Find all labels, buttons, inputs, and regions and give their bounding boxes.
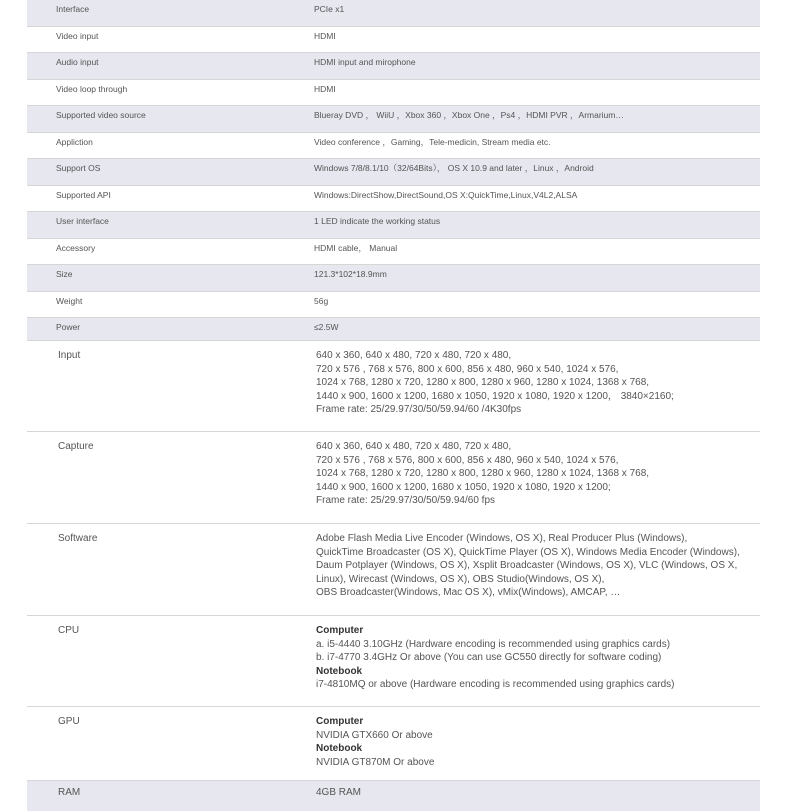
spec-row-application [27,133,760,159]
spec-value: HDMI input and mirophone [314,57,416,67]
spec-value: HDMI [314,84,336,94]
spec-row-gpu [27,707,760,781]
spec-row-supported-api [27,186,760,212]
spec-label: Software [58,533,98,544]
spec-label: Video input [56,31,99,41]
spec-label: Weight [56,296,83,306]
spec-row-power [27,318,760,341]
value-line: NVIDIA GTX660 Or above [316,729,433,741]
spec-row-supported-video-source [27,106,760,133]
value-line: a. i5-4440 3.10GHz (Hardware encoding is recommended using graphics cards) [316,638,671,650]
value-line: 1024 x 768, 1280 x 720, 1280 x 800, 1280 x 960, 1280 x 1024, 1368 x 768, [316,377,650,388]
spec-row-ram [27,781,760,811]
spec-label: Appliction [56,137,93,147]
spec-value [316,624,675,692]
value-line: 1024 x 768, 1280 x 720, 1280 x 800, 1280 x 960, 1280 x 1024, 1368 x 768, [316,468,650,479]
spec-value: Windows:DirectShow,DirectSound,OS X:QuickTime,Linux,V4L2,ALSA [314,190,578,200]
spec-row-audio-input [27,53,760,80]
spec-value [316,532,740,600]
spec-value: 121.3*102*18.9mm [314,269,387,279]
value-line: b. i7-4770 3.4GHz Or above (You can use GC550 directly for software coding) [316,652,662,663]
spec-label: Accessory [56,243,96,253]
spec-value [316,349,674,417]
spec-value: PCIe x1 [314,4,345,14]
spec-label: RAM [58,787,81,798]
value-line: 720 x 576 , 768 x 576, 800 x 600, 856 x 480, 960 x 540, 1024 x 576, [316,363,619,375]
spec-value [316,715,434,769]
spec-row-size [27,265,760,292]
spec-label: Video loop through [56,84,128,94]
spec-value [316,440,649,508]
spec-value: Video conference ，Gaming，Tele-medicin, Stream media etc. [314,137,551,147]
spec-value: 1 LED indicate the working status [314,216,441,226]
computer-heading: Computer [316,625,364,636]
spec-value: HDMI [314,31,336,41]
spec-value: Blueray DVD ， WiiU ，Xbox 360 ，Xbox One ，Ps4 ，HDMI PVR ，Armarium… [314,110,624,120]
spec-label: Capture [58,441,94,452]
value-line: Frame rate: 25/29.97/30/50/59.94/60 /4K30fps [316,404,522,415]
spec-label: Input [58,350,81,361]
value-line: 1440 x 900, 1600 x 1200, 1680 x 1050, 1920 x 1080, 1920 x 1200， 3840×2160; [316,390,674,402]
spec-label: Audio input [56,57,99,67]
value-line: NVIDIA GT870M Or above [316,756,435,768]
spec-label: Power [56,322,81,332]
notebook-heading: Notebook [316,743,363,754]
spec-label: GPU [58,716,80,727]
spec-value: 4GB RAM [316,787,362,798]
spec-label: Size [56,269,73,279]
spec-row-cpu [27,616,760,707]
spec-row-interface [27,0,760,27]
spec-label: Supported video source [56,110,146,120]
value-line: i7-4810MQ or above (Hardware encoding is recommended using graphics cards) [316,679,675,690]
spec-label: Supported API [56,190,111,200]
spec-row-video-loop-through [27,80,760,106]
spec-row-input [27,341,760,432]
spec-row-support-os [27,159,760,186]
value-line: OBS Broadcaster(Windows, Mac OS X), vMix(Windows), AMCAP, … [316,587,621,598]
spec-label: CPU [58,625,80,636]
notebook-heading: Notebook [316,665,363,677]
spec-label: Interface [56,4,90,14]
value-line: Linux), Wirecast (Windows, OS X), OBS Studio(Windows, OS X), [316,573,605,585]
value-line: 720 x 576 , 768 x 576, 800 x 600, 856 x 480, 960 x 540, 1024 x 576, [316,454,619,466]
computer-heading: Computer [316,716,364,727]
spec-row-video-input [27,27,760,53]
value-line: 640 x 360, 640 x 480, 720 x 480, 720 x 480, [316,350,512,361]
value-line: 1440 x 900, 1600 x 1200, 1680 x 1050, 1920 x 1080, 1920 x 1200; [316,481,611,493]
value-line: 640 x 360, 640 x 480, 720 x 480, 720 x 480, [316,441,512,452]
spec-row-accessory [27,239,760,265]
spec-value: HDMI cable， Manual [314,243,398,253]
value-line: Daum Potplayer (Windows, OS X), Xsplit Broadcaster (Windows, OS X), VLC (Windows, OS X, [316,560,738,571]
spec-row-software [27,524,760,616]
value-line: Frame rate: 25/29.97/30/50/59.94/60 fps [316,495,496,506]
spec-row-capture [27,432,760,524]
spec-label: User interface [56,216,109,226]
spec-value: 56g [314,296,329,306]
spec-label: Support OS [56,163,101,173]
spec-value: Windows 7/8/8.1/10（32/64Bits）， OS X 10.9 and later ，Linux ，Android [314,163,594,173]
spec-row-weight [27,292,760,318]
value-line: Adobe Flash Media Live Encoder (Windows, OS X), Real Producer Plus (Windows), [316,533,688,544]
value-line: QuickTime Broadcaster (OS X), QuickTime Player (OS X), Windows Media Encoder (Windows), [316,546,740,558]
spec-row-user-interface [27,212,760,239]
spec-table [27,0,760,811]
spec-value: ≤2.5W [314,322,339,332]
